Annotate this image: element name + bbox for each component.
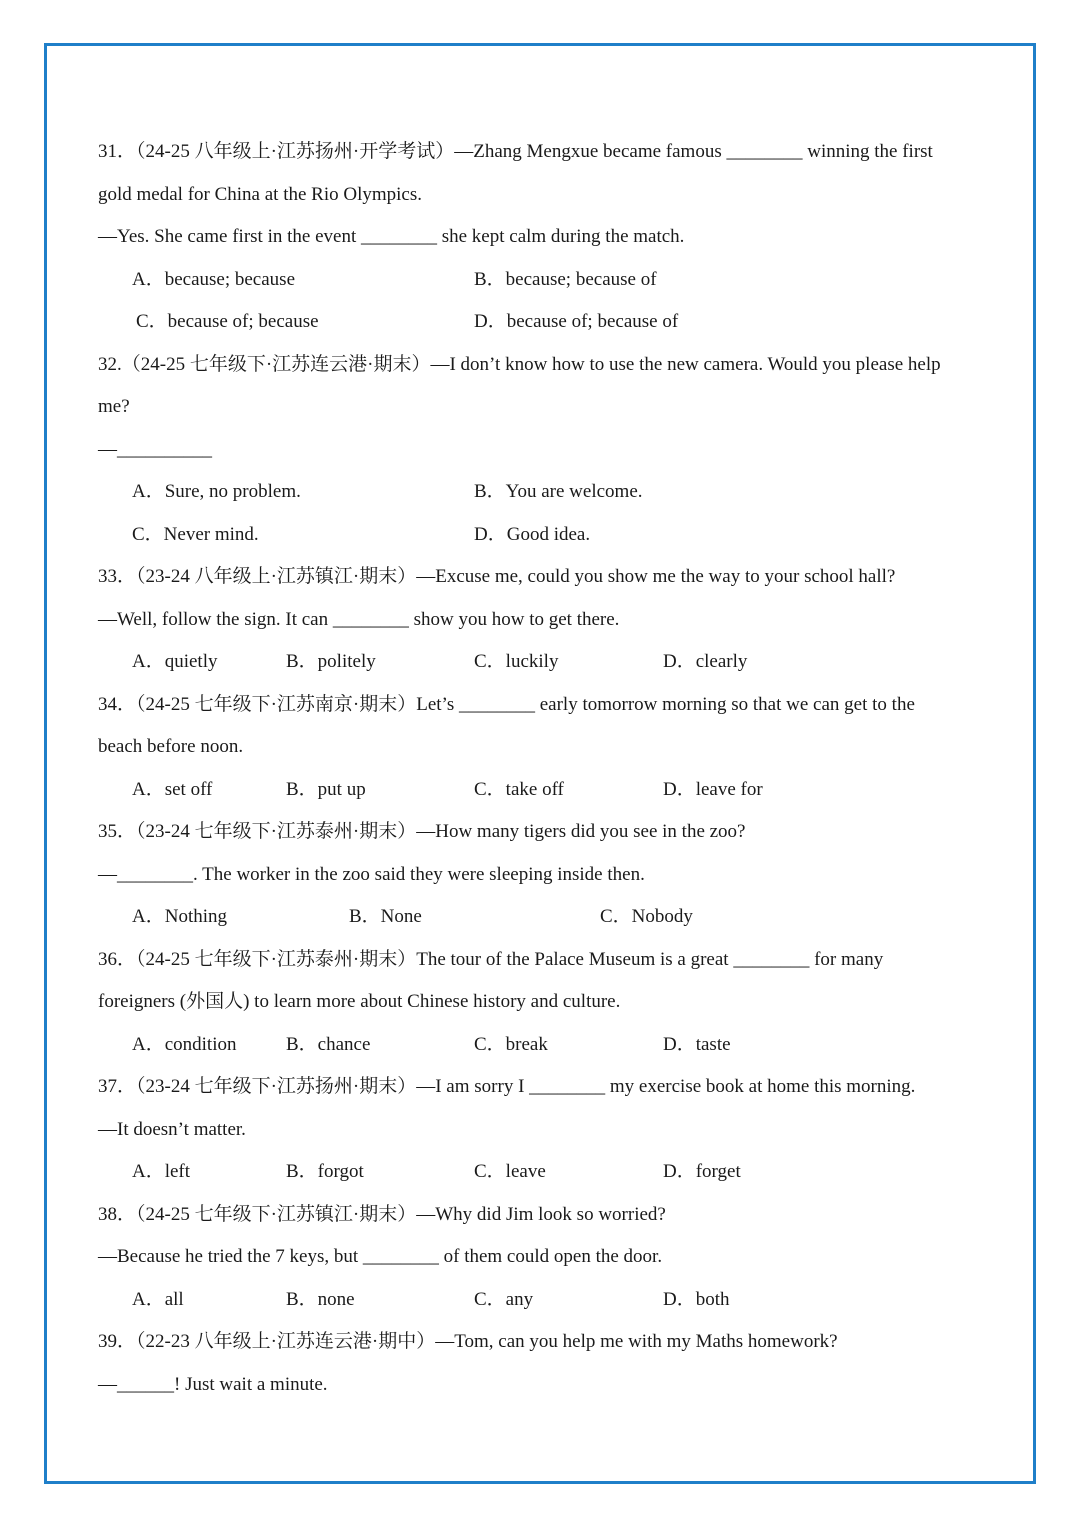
question-list	[98, 131, 988, 1406]
option-b[interactable]: B．because; because of	[474, 268, 657, 290]
question-39	[98, 1321, 988, 1406]
option-b[interactable]: B．none	[286, 1288, 355, 1310]
question-stem-line: —Because he tried the 7 keys, but ________ of them could open the door.	[98, 1246, 663, 1267]
question-32	[98, 344, 988, 557]
option-b[interactable]: B．politely	[286, 651, 376, 672]
option-c[interactable]: C．Nobody	[600, 906, 693, 927]
question-stem-line: —Yes. She came first in the event ________ she kept calm during the match.	[98, 226, 685, 247]
option-a[interactable]: A．all	[132, 1288, 184, 1310]
option-c[interactable]: C．take off	[474, 778, 564, 800]
option-row	[98, 471, 988, 514]
question-37	[98, 1066, 988, 1194]
option-b[interactable]: B．You are welcome.	[474, 481, 643, 502]
option-c[interactable]: C．break	[474, 1033, 548, 1055]
question-stem-line: 32.（24-25 七年级下·江苏连云港·期末）—I don’t know how to use the new camera. Would you please help	[98, 353, 941, 375]
question-36	[98, 939, 988, 1067]
question-stem-line: 39．（22-23 八年级上·江苏连云港·期中）—Tom, can you help me with my Maths homework?	[98, 1331, 838, 1352]
question-38	[98, 1194, 988, 1322]
option-d[interactable]: D．taste	[663, 1033, 731, 1055]
question-stem-line: 38．（24-25 七年级下·江苏镇江·期末）—Why did Jim look so worried?	[98, 1203, 666, 1225]
option-d[interactable]: D．forget	[663, 1161, 741, 1182]
option-a[interactable]: A．left	[132, 1161, 191, 1182]
option-c[interactable]: C．luckily	[474, 651, 559, 672]
question-stem-line: 33．（23-24 八年级上·江苏镇江·期末）—Excuse me, could you show me the way to your school hall?	[98, 566, 896, 587]
option-row	[98, 1024, 988, 1067]
question-stem-line: —______! Just wait a minute.	[98, 1373, 328, 1395]
option-row	[98, 1279, 988, 1322]
question-stem-line: —________. The worker in the zoo said they were sleeping inside then.	[98, 863, 645, 885]
question-stem-line: —Well, follow the sign. It can ________ show you how to get there.	[98, 608, 620, 630]
question-stem-line: foreigners (外国人) to learn more about Chinese history and culture.	[98, 991, 621, 1012]
option-d[interactable]: D．leave for	[663, 778, 763, 800]
option-a[interactable]: A．because; because	[132, 268, 296, 290]
option-row	[98, 641, 988, 684]
option-d[interactable]: D．because of; because of	[474, 311, 679, 332]
option-a[interactable]: A．set off	[132, 778, 213, 800]
option-row	[98, 1151, 988, 1194]
option-a[interactable]: A．condition	[132, 1033, 237, 1055]
option-c[interactable]: C．leave	[474, 1161, 546, 1182]
question-stem-line: 31．（24-25 八年级上·江苏扬州·开学考试）—Zhang Mengxue became famous ________ winning the first	[98, 141, 933, 162]
question-stem-line: 37．（23-24 七年级下·江苏扬州·期末）—I am sorry I ________ my exercise book at home this morning.	[98, 1076, 916, 1097]
option-row	[98, 769, 988, 812]
option-a[interactable]: A．Nothing	[132, 906, 228, 927]
option-d[interactable]: D．Good idea.	[474, 523, 591, 545]
option-b[interactable]: B．chance	[286, 1033, 371, 1055]
question-stem-line: 35．（23-24 七年级下·江苏泰州·期末）—How many tigers did you see in the zoo?	[98, 821, 746, 842]
question-stem-line: me?	[98, 396, 130, 417]
question-33	[98, 556, 988, 684]
option-b[interactable]: B．put up	[286, 778, 366, 800]
option-d[interactable]: D．both	[663, 1288, 730, 1310]
option-b[interactable]: B．forgot	[286, 1161, 364, 1182]
question-stem-line: 34．（24-25 七年级下·江苏南京·期末）Let’s ________ early tomorrow morning so that we can get to the	[98, 693, 915, 715]
question-34	[98, 684, 988, 812]
question-stem-line: beach before noon.	[98, 736, 244, 757]
option-c[interactable]: C．because of; because	[136, 311, 319, 332]
option-row	[98, 259, 988, 302]
question-stem-line: —It doesn’t matter.	[98, 1118, 246, 1140]
question-stem-line: 36．（24-25 七年级下·江苏泰州·期末）The tour of the Palace Museum is a great ________ for many	[98, 948, 884, 970]
question-stem-line: gold medal for China at the Rio Olympics.	[98, 183, 423, 205]
option-a[interactable]: A．quietly	[132, 651, 218, 672]
option-b[interactable]: B．None	[349, 906, 422, 927]
option-row	[98, 301, 988, 344]
option-a[interactable]: A．Sure, no problem.	[132, 481, 301, 502]
question-35	[98, 811, 988, 939]
option-c[interactable]: C．any	[474, 1288, 534, 1310]
option-c[interactable]: C．Never mind.	[132, 523, 259, 545]
question-31	[98, 131, 988, 344]
option-d[interactable]: D．clearly	[663, 651, 748, 672]
option-row	[98, 896, 988, 939]
option-row	[98, 514, 988, 557]
question-stem-line: —__________	[98, 438, 212, 460]
